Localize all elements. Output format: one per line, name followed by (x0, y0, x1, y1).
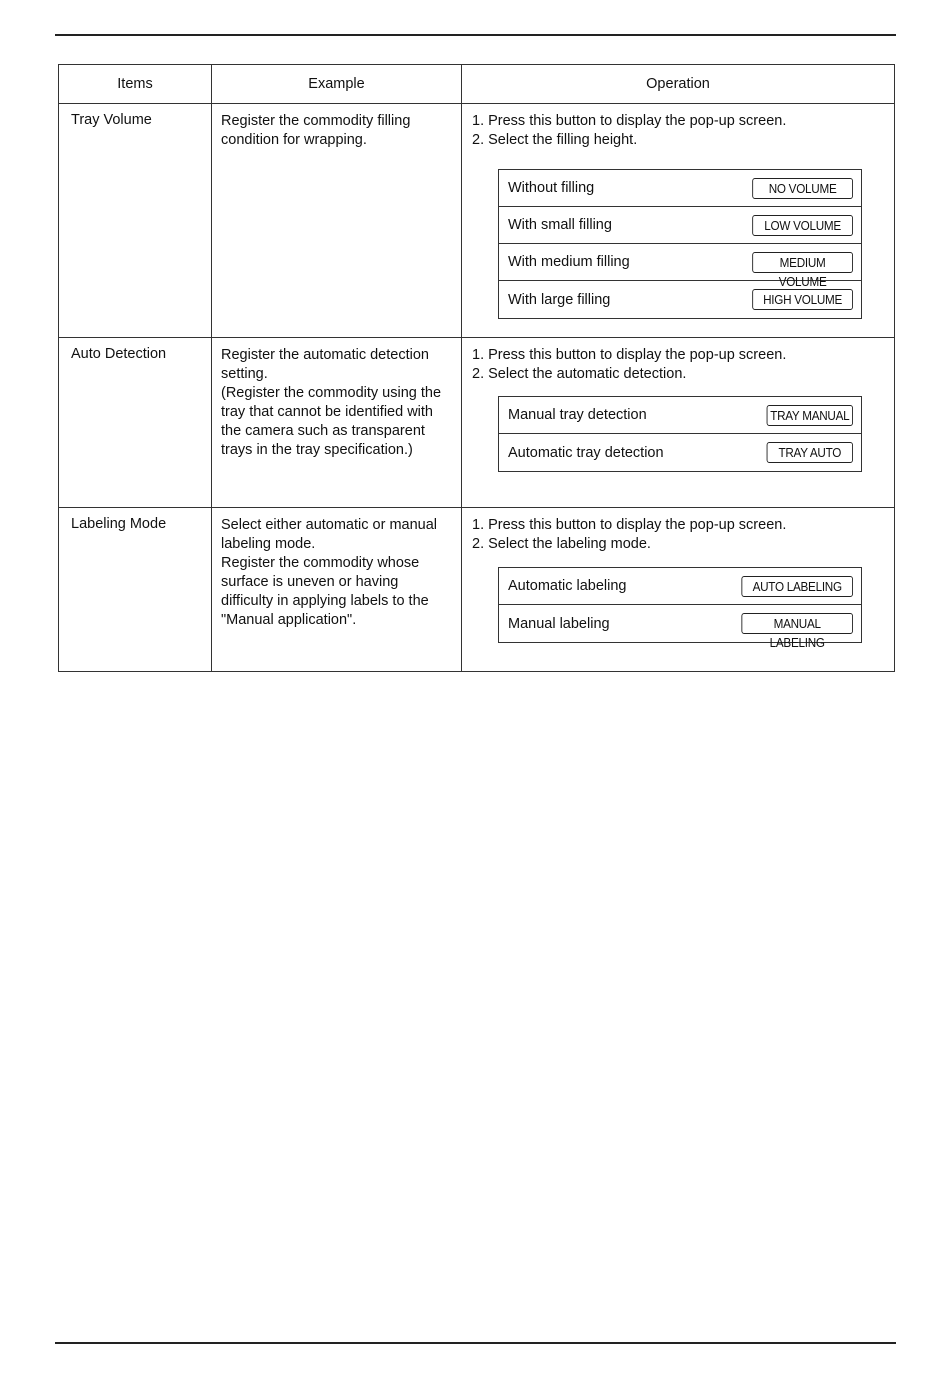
tray-manual-button[interactable]: TRAY MANUAL (767, 405, 853, 426)
header-operation: Operation (462, 65, 895, 104)
example-line: Register the commodity filling (221, 113, 411, 129)
manual-labeling-button[interactable]: MANUAL LABELING (741, 613, 853, 634)
example-line: Register the commodity whose (221, 555, 420, 571)
option-label: Without filling (508, 180, 595, 196)
item-cell (59, 104, 212, 338)
item-name: Labeling Mode (71, 516, 167, 532)
table-row (59, 508, 895, 672)
popup-option-row (499, 605, 861, 650)
example-line: labeling mode. (221, 536, 316, 552)
popup-auto-detection (498, 396, 862, 472)
example-line: condition for wrapping. (221, 132, 367, 148)
high-volume-button[interactable]: HIGH VOLUME (752, 289, 853, 310)
tray-auto-button[interactable]: TRAY AUTO (767, 442, 853, 463)
step-line: 1. Press this button to display the pop-up screen. (472, 347, 787, 363)
table-row (59, 338, 895, 508)
popup-option-row (499, 244, 861, 289)
table-header-row (59, 65, 895, 104)
header-items: Items (59, 65, 212, 104)
item-name: Auto Detection (71, 346, 167, 362)
step-line: 2. Select the labeling mode. (472, 536, 651, 552)
table-row (59, 104, 895, 338)
header-rule (55, 34, 896, 36)
option-label: With medium filling (508, 254, 630, 270)
example-line: Register the automatic detection (221, 347, 429, 363)
operation-cell (462, 508, 895, 672)
popup-tray-volume (498, 169, 862, 319)
option-label: With large filling (508, 291, 611, 308)
example-cell (212, 104, 462, 338)
popup-option-row (499, 397, 861, 434)
auto-labeling-button[interactable]: AUTO LABELING (741, 576, 853, 597)
operation-cell (462, 338, 895, 508)
example-line: the camera such as transparent (221, 423, 425, 439)
example-line: Select either automatic or manual (221, 517, 437, 533)
low-volume-button[interactable]: LOW VOLUME (752, 215, 853, 236)
item-name: Tray Volume (71, 112, 152, 128)
option-label: Automatic tray detection (508, 444, 664, 461)
example-line: surface is uneven or having (221, 574, 399, 590)
example-line: tray that cannot be identified with (221, 404, 433, 420)
header-example: Example (212, 65, 462, 104)
example-cell (212, 338, 462, 508)
step-line: 1. Press this button to display the pop-up screen. (472, 113, 787, 129)
example-line: trays in the tray specification.) (221, 442, 413, 458)
example-line: difficulty in applying labels to the (221, 593, 429, 609)
item-cell (59, 508, 212, 672)
example-line: setting. (221, 366, 268, 382)
option-label: Manual labeling (508, 615, 610, 632)
example-line: (Register the commodity using the (221, 385, 442, 401)
option-label: With small filling (508, 217, 612, 233)
example-cell (212, 508, 462, 672)
step-line: 2. Select the filling height. (472, 132, 638, 148)
popup-labeling-mode (498, 567, 862, 650)
footer-rule (55, 1342, 896, 1344)
settings-table (58, 64, 895, 672)
popup-option-row (499, 207, 861, 244)
operation-cell (462, 104, 895, 338)
option-label: Automatic labeling (508, 578, 627, 594)
medium-volume-button[interactable]: MEDIUM VOLUME (752, 252, 853, 273)
no-volume-button[interactable]: NO VOLUME (752, 178, 853, 199)
option-label: Manual tray detection (508, 407, 647, 423)
step-line: 2. Select the automatic detection. (472, 366, 687, 382)
item-cell (59, 338, 212, 508)
step-line: 1. Press this button to display the pop-up screen. (472, 517, 787, 533)
popup-option-row (499, 170, 861, 207)
popup-option-row (499, 434, 861, 471)
popup-option-row (499, 568, 861, 605)
example-line: "Manual application". (221, 612, 357, 628)
